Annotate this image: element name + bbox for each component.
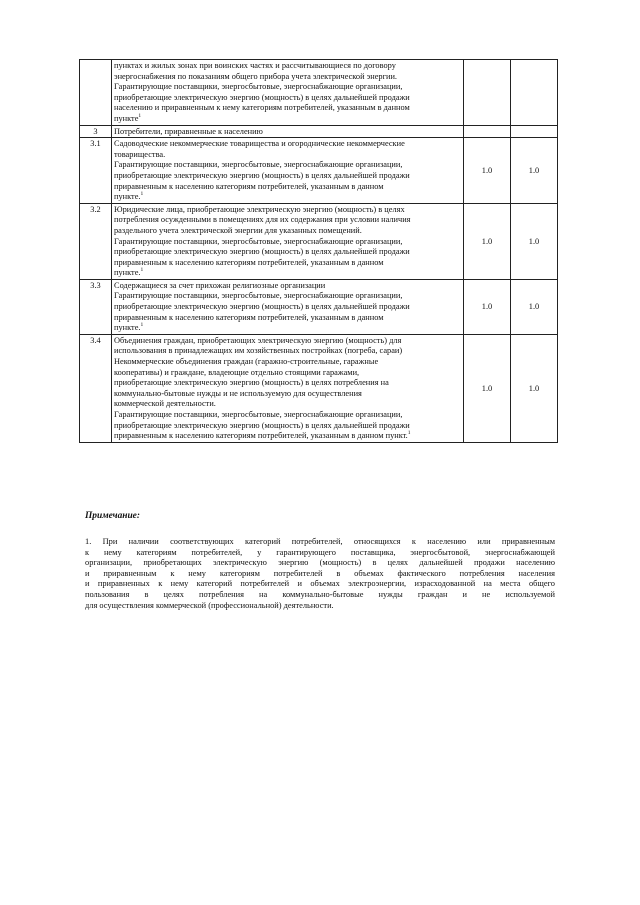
note-text <box>85 537 555 611</box>
cell-text-line: приравненным к населению категориям потребителей, указанным в данном пункт.$^1$ <box>114 430 411 441</box>
cell-text-line: приобретающие электрическую энергию (мощность) в целях потребления на <box>114 378 389 388</box>
cell-text-line: пункте.$^1$ <box>114 191 144 202</box>
note-line: к нему категориям потребителей, у гарантирующего поставщика, энергосбытовой, энергоснабжающей <box>85 547 555 557</box>
table-row <box>80 203 558 279</box>
value-cell <box>464 60 511 126</box>
cell-text-line: потребления осужденными в помещениях для их содержания при условии наличия <box>114 215 411 225</box>
cell-text-line: приобретающие электрическую энергию (мощность) в целях дальнейшей продажи <box>114 302 410 312</box>
cell-text-line: коммунально-бытовые нужды и не используемую для осуществления <box>114 388 362 398</box>
cell-text-line: Некоммерческие объединения граждан (гаражно-строительные, гаражные <box>114 357 379 367</box>
footnote-mark: 1 <box>407 430 411 437</box>
table-row <box>80 279 558 334</box>
row-number <box>80 60 112 126</box>
section-number: 3 <box>80 125 112 138</box>
note-line: для осуществления коммерческой (профессиональной) деятельности. <box>85 600 334 610</box>
cell-text-line: пункте$^1$ <box>114 113 142 123</box>
section-row <box>80 125 558 138</box>
cell-text-line: Юридические лица, приобретающие электрическую энергию (мощность) в целях <box>114 204 405 214</box>
note-line: организации, приобретающих электрическую энергию (мощность) в целях дальнейшей продажи населению <box>85 558 555 568</box>
table-row <box>80 334 558 442</box>
section-title: Потребители, приравненные к населению <box>112 125 464 138</box>
cell-text-line: коммерческой деятельности. <box>114 399 216 409</box>
coefficient-value: 1.0 <box>511 334 558 442</box>
footnote-mark: 1 <box>138 113 142 120</box>
row-description <box>112 60 464 126</box>
cell-text-line: Содержащиеся за счет прихожан религиозные организации <box>114 280 326 290</box>
cell-text-line: Гарантирующие поставщики, энергосбытовые, энергоснабжающие организации, <box>114 236 403 246</box>
cell-text-line: Гарантирующие поставщики, энергосбытовые, энергоснабжающие организации, <box>114 291 403 301</box>
cell-text-line: Гарантирующие поставщики, энергосбытовые, энергоснабжающие организации, <box>114 82 403 92</box>
cell-text-line: Объединения граждан, приобретающих электрическую энергию (мощность) для <box>114 335 402 345</box>
note-title: Примечание: <box>85 511 140 521</box>
cell-text-line: использования в принадлежащих им хозяйственных постройках (погреба, сараи) <box>114 346 403 356</box>
coefficient-value: 1.0 <box>464 334 511 442</box>
cell-text-line: приобретающие электрическую энергию (мощность) в целях дальнейшей продажи <box>114 420 410 430</box>
cell-text-line: населению и приравненным к нему категориям потребителей, указанным в данном <box>114 103 410 113</box>
cell-text-line: пункте.$^1$ <box>114 322 144 333</box>
value-cell <box>464 125 511 138</box>
cell-text-line: раздельного учета электрической энергии для указанных помещений. <box>114 225 362 235</box>
row-number: 3.4 <box>80 334 112 442</box>
note-line: пользования в целях потребления на коммунально-бытовые нужды граждан и не используемой <box>85 589 555 599</box>
cell-text-line: кооперативы) и граждане, владеющие отдельно стоящими гаражами, <box>114 367 360 377</box>
footnote-mark: 1 <box>140 267 144 274</box>
note-line: 1. При наличии соответствующих категорий потребителей, относящихся к населению или приравненным <box>85 537 555 546</box>
coefficient-value: 1.0 <box>511 279 558 334</box>
coefficient-value: 1.0 <box>464 138 511 204</box>
table-row <box>80 60 558 126</box>
note-line: и приравненных к нему категорий потребителей и объемах электроэнергии, израсходованной на места общего <box>85 579 555 589</box>
row-description <box>112 279 464 334</box>
cell-text-line: приобретающие электрическую энергию (мощность) в целях дальнейшей продажи <box>114 247 410 257</box>
cell-text-line: приравненным к населению категориям потребителей, указанным в данном <box>114 181 384 191</box>
cell-text-line: пункте.$^1$ <box>114 267 144 278</box>
tariff-table <box>79 59 558 443</box>
cell-text-line: приравненным к населению категориям потребителей, указанным в данном <box>114 257 384 267</box>
coefficient-value: 1.0 <box>511 203 558 279</box>
cell-text-line: товарищества. <box>114 149 166 159</box>
cell-text-line: энергоснабжения по показаниям общего прибора учета электрической энергии. <box>114 71 398 81</box>
cell-text-line: пунктах и жилых зонах при воинских частях и рассчитывающиеся по договору <box>114 61 396 70</box>
cell-text-line: Гарантирующие поставщики, энергосбытовые, энергоснабжающие организации, <box>114 410 403 419</box>
footnote-mark: 1 <box>140 191 144 198</box>
coefficient-value: 1.0 <box>511 138 558 204</box>
cell-text-line: приобретающие электрическую энергию (мощность) в целях дальнейшей продажи <box>114 170 410 180</box>
value-cell <box>511 125 558 138</box>
footnote-mark: 1 <box>140 322 144 329</box>
cell-text-line: приобретающие электрическую энергию (мощность) в целях дальнейшей продажи <box>114 92 410 102</box>
row-description <box>112 138 464 204</box>
row-number: 3.1 <box>80 138 112 204</box>
row-number: 3.3 <box>80 279 112 334</box>
note-line: и приравненным к нему категориям потребителей в объемах фактического потребления населения <box>85 568 555 578</box>
cell-text-line: Садоводческие некоммерческие товарищества и огороднические некоммерческие <box>114 139 405 149</box>
row-description <box>112 203 464 279</box>
cell-text-line: приравненным к населению категориям потребителей, указанным в данном <box>114 312 384 322</box>
cell-text-line: Гарантирующие поставщики, энергосбытовые, энергоснабжающие организации, <box>114 160 403 170</box>
row-number: 3.2 <box>80 203 112 279</box>
value-cell <box>511 60 558 126</box>
coefficient-value: 1.0 <box>464 279 511 334</box>
coefficient-value: 1.0 <box>464 203 511 279</box>
table-row <box>80 138 558 204</box>
row-description <box>112 334 464 442</box>
